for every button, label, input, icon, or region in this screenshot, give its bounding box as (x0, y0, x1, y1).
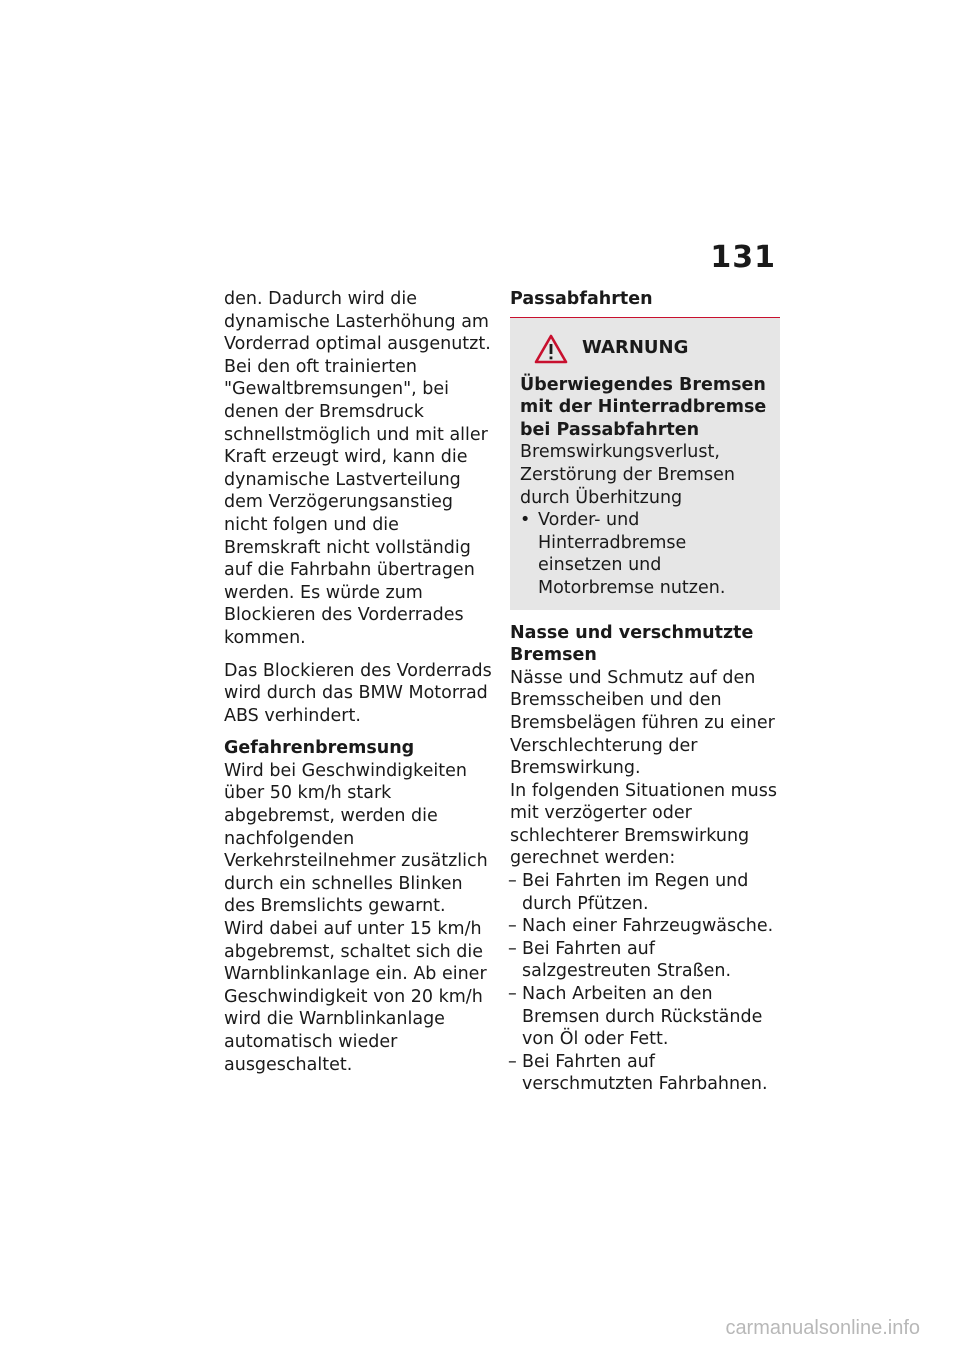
paragraph: Das Blockieren des Vorderrads wird durch das BMW Motorrad ABS verhindert. (224, 660, 492, 726)
warning-header (520, 334, 770, 364)
warning-title: Überwiegendes Bremsen mit der Hinterradbremse bei Passabfahrten (520, 374, 767, 440)
list-item: – Nach Arbeiten an den Bremsen durch Rückstände von Öl oder Fett. (510, 983, 780, 1051)
paragraph: den. Dadurch wird die dynamische Lasterhöhung am Vorderrad optimal ausgenutzt. Bei den oft trainierten "Gewaltbremsungen", bei denen der Bremsdruck schnellstmöglich und mit aller Kraft erzeugt wird, kann die dynamische Lastverteilung dem Verzögerungsanstieg nicht folgen und die Bremskraft nicht vollständig auf die Fahrbahn übertragen werden. Es würde zum Blockieren des Vorderrades kommen. (224, 289, 491, 648)
warning-bullet-list (520, 509, 770, 599)
paragraph: In folgenden Situationen muss mit verzögerter oder schlechterer Bremswirkung gerechnet werden: (510, 780, 778, 869)
warning-box (510, 318, 780, 610)
list-item: – Bei Fahrten auf salzgestreuten Straßen. (510, 938, 780, 983)
list-item: – Bei Fahrten im Regen und durch Pfützen. (510, 870, 780, 915)
list-item: – Bei Fahrten auf verschmutzten Fahrbahnen. (510, 1051, 780, 1096)
warning-triangle-icon (534, 334, 568, 364)
warning-text: Bremswirkungsverlust, Zerstörung der Bremsen durch Überhitzung (520, 442, 735, 508)
list-item: – Nach einer Fahrzeugwäsche. (510, 915, 780, 938)
subheading-gefahrenbremsung: Gefahrenbremsung (224, 738, 415, 759)
list-item: • Vorder- und Hinterradbremse einsetzen und Motorbremse nutzen. (520, 509, 770, 599)
left-column (224, 288, 492, 1086)
paragraph: Nässe und Schmutz auf den Bremsscheiben und den Bremsbelägen führen zu einer Verschlechterung der Bremswirkung. (510, 667, 775, 779)
situations-list (510, 870, 780, 1096)
watermark: carmanualsonline.info (725, 1317, 920, 1339)
warning-label: WARNUNG (582, 337, 689, 359)
subheading-nasse-bremsen: Nasse und verschmutzte Bremsen (510, 622, 754, 666)
page-number: 131 (710, 240, 776, 275)
paragraph: Wird bei Geschwindigkeiten über 50 km/h stark abgebremst, werden die nachfolgenden Verkehrsteilnehmer zusätzlich durch ein schnelles Blinken des Bremslichts gewarnt. (224, 760, 488, 917)
section-title: Passabfahrten (510, 288, 780, 318)
right-column (510, 288, 780, 1096)
paragraph: Wird dabei auf unter 15 km/h abgebremst, schaltet sich die Warnblinkanlage ein. Ab einer Geschwindigkeit von 20 km/h wird die Warnblinkanlage automatisch wieder ausgeschaltet. (224, 919, 487, 1075)
